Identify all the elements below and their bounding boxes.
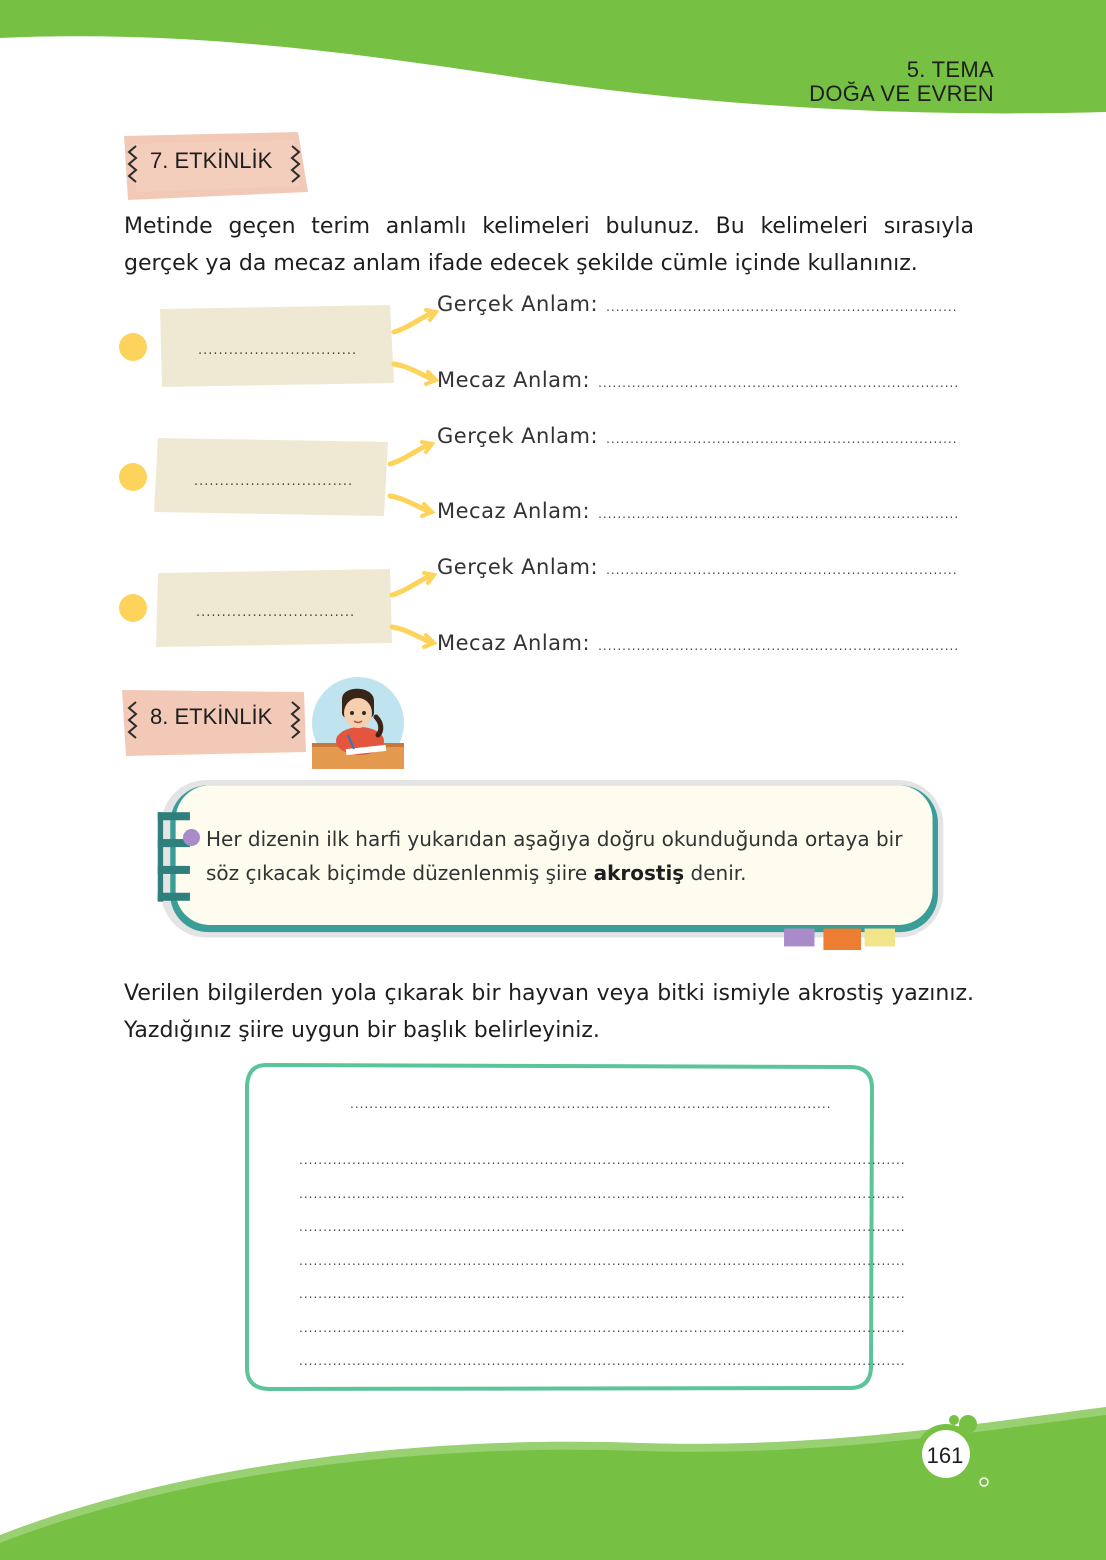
word-card [156,567,391,649]
real-meaning-label: Gerçek Anlam: [437,555,599,579]
arrow-icon [390,308,440,388]
poem-line[interactable]: .............................................................................................................................. [299,1254,906,1268]
theme-number: 5. TEMA [906,57,994,82]
figurative-meaning-row [437,631,977,655]
arrow-icon [386,440,436,520]
real-meaning-blank[interactable]: ......................................................................... [606,300,958,314]
girl-writing-illustration [312,677,404,769]
theme-header [809,58,994,106]
figurative-meaning-blank[interactable]: ........................................................................... [598,376,960,390]
activity-7-title: 7. ETKİNLİK [150,148,273,173]
activity-8-title: 8. ETKİNLİK [150,704,273,729]
page-number: 161 [926,1443,964,1468]
poem-line[interactable]: .............................................................................................................................. [299,1287,906,1301]
definition-text: Her dizenin ilk harfi yukarıdan aşağıya doğru okunduğunda ortaya bir söz çıkacak biçimde düzenlenmiş şiire [206,827,903,885]
item-bullet [119,594,147,622]
figurative-meaning-blank[interactable]: ........................................................................... [598,639,960,653]
poem-line[interactable]: .............................................................................................................................. [299,1354,906,1368]
figurative-meaning-label: Mecaz Anlam: [437,631,591,655]
poem-line[interactable]: .............................................................................................................................. [299,1153,906,1167]
item-bullet [119,463,147,491]
real-meaning-row [437,555,977,579]
real-meaning-blank[interactable]: ......................................................................... [606,563,958,577]
figurative-meaning-row [437,368,977,392]
definition-text-end: denir. [684,861,747,885]
real-meaning-label: Gerçek Anlam: [437,424,599,448]
acrostic-definition [206,822,936,890]
figurative-meaning-row [437,499,977,523]
item-bullet [119,333,147,361]
poem-line[interactable]: .............................................................................................................................. [299,1220,906,1234]
arrow-icon [388,571,438,651]
word-blank[interactable]: ............................... [194,474,354,489]
info-bullet [183,829,200,846]
theme-name: DOĞA VE EVREN [809,81,994,106]
word-card [154,436,389,518]
activity-7-instruction: Metinde geçen terim anlamlı kelimeleri bulunuz. Bu kelimeleri sırasıyla gerçek ya da mecaz anlam ifade edecek şekilde cümle içinde kullanınız. [124,214,974,276]
figurative-meaning-label: Mecaz Anlam: [437,368,591,392]
figurative-meaning-blank[interactable]: ........................................................................... [598,507,960,521]
activity-8-instruction: Verilen bilgilerden yola çıkarak bir hayvan veya bitki ismiyle akrostiş yazınız. Yazdığınız şiire uygun bir başlık belirleyiniz. [124,981,974,1043]
poem-line[interactable]: .............................................................................................................................. [299,1187,906,1201]
word-blank[interactable]: ............................... [198,343,358,358]
poem-line[interactable]: .............................................................................................................................. [299,1321,906,1335]
real-meaning-row [437,424,977,448]
word-blank[interactable]: ............................... [196,605,356,620]
real-meaning-blank[interactable]: ......................................................................... [606,432,958,446]
word-card [158,305,393,387]
real-meaning-row [437,292,977,316]
activity-7-tag [118,130,306,196]
activity-8-tag [118,686,306,752]
definition-term: akrostiş [593,861,685,885]
poem-title-blank[interactable]: .................................................................................................... [350,1097,832,1111]
real-meaning-label: Gerçek Anlam: [437,292,599,316]
figurative-meaning-label: Mecaz Anlam: [437,499,591,523]
